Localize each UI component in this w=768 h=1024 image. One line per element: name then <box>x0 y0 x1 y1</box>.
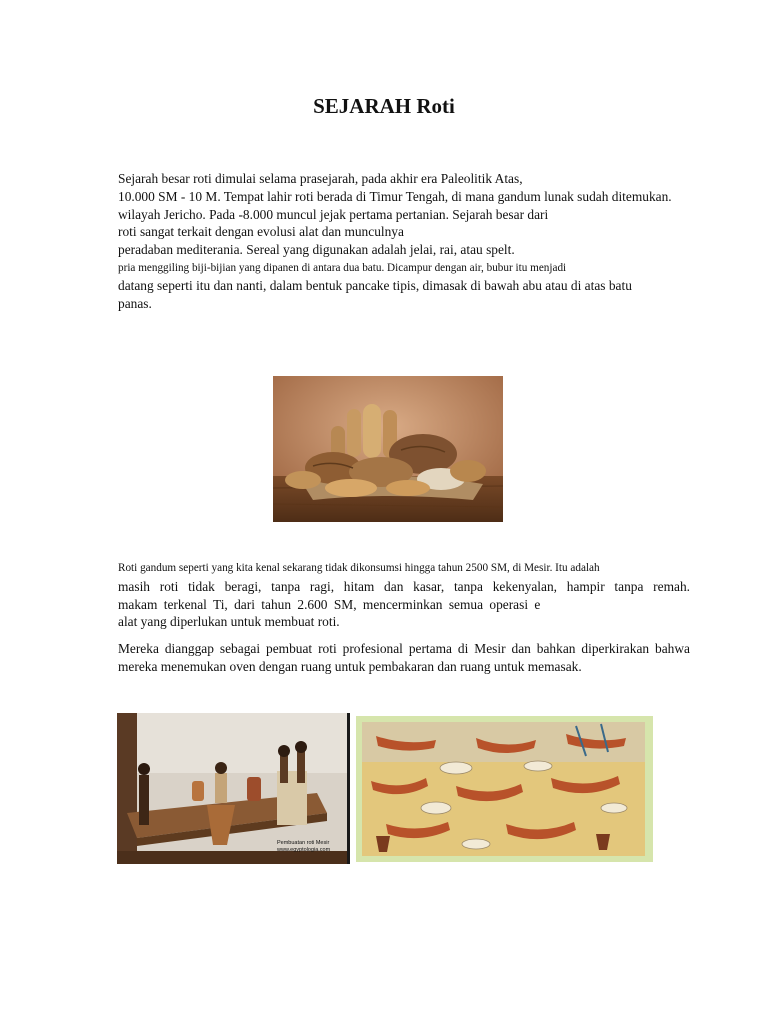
image-divider <box>347 713 350 864</box>
bread-photo-illustration <box>273 376 503 522</box>
paragraph-line: Sejarah besar roti dimulai selama prasejarah, pada akhir era Paleolitik Atas, <box>118 171 523 186</box>
paragraph-line: panas. <box>118 296 152 311</box>
paragraph-line: Roti gandum seperti yang kita kenal sekarang tidak dikonsumsi hingga tahun 2500 SM, di Mesir. Itu adalah <box>118 562 600 574</box>
paragraph-line: roti sangat terkait dengan evolusi alat dan munculnya <box>118 224 404 239</box>
photo-caption: Pembuatan roti Mesir <box>277 840 330 846</box>
photo-caption-url: www.egyptologia.com <box>277 847 331 853</box>
paragraph-line: alat yang diperlukan untuk membuat roti. <box>118 614 340 629</box>
page-title: SEJARAH Roti <box>313 94 455 118</box>
paragraph-line: Mereka dianggap sebagai pembuat roti profesional pertama di Mesir dan bahkan diperkirakan bahwa <box>118 641 690 656</box>
wall-painting-illustration <box>356 716 653 862</box>
egyptian-wall-painting-photo <box>356 716 653 862</box>
paragraph-line: makam terkenal Ti, dari tahun 2.600 SM, mencerminkan semua operasi e <box>118 597 541 612</box>
paragraph-line: masih roti tidak beragi, tanpa ragi, hitam dan kasar, tanpa kekenyalan, hampir tanpa remah. <box>118 579 690 594</box>
paragraph-line: mereka menemukan oven dengan ruang untuk pembakaran dan ruang untuk memasak. <box>118 659 582 674</box>
paragraph-line: wilayah Jericho. Pada -8.000 muncul jejak pertama pertanian. Sejarah besar dari <box>118 207 549 222</box>
bread-photo <box>273 376 503 522</box>
paragraph-line: 10.000 SM - 10 M. Tempat lahir roti berada di Timur Tengah, di mana gandum lunak sudah ditemukan. <box>118 189 672 204</box>
paragraph-line: datang seperti itu dan nanti, dalam bentuk pancake tipis, dimasak di bawah abu atau di atas batu <box>118 278 632 293</box>
paragraph-line: peradaban mediterania. Sereal yang digunakan adalah jelai, rai, atau spelt. <box>118 242 515 257</box>
egyptian-model-photo <box>117 713 348 864</box>
paragraph-line: pria menggiling biji-bijian yang dipanen di antara dua batu. Dicampur dengan air, bubur itu menjadi <box>118 262 567 274</box>
